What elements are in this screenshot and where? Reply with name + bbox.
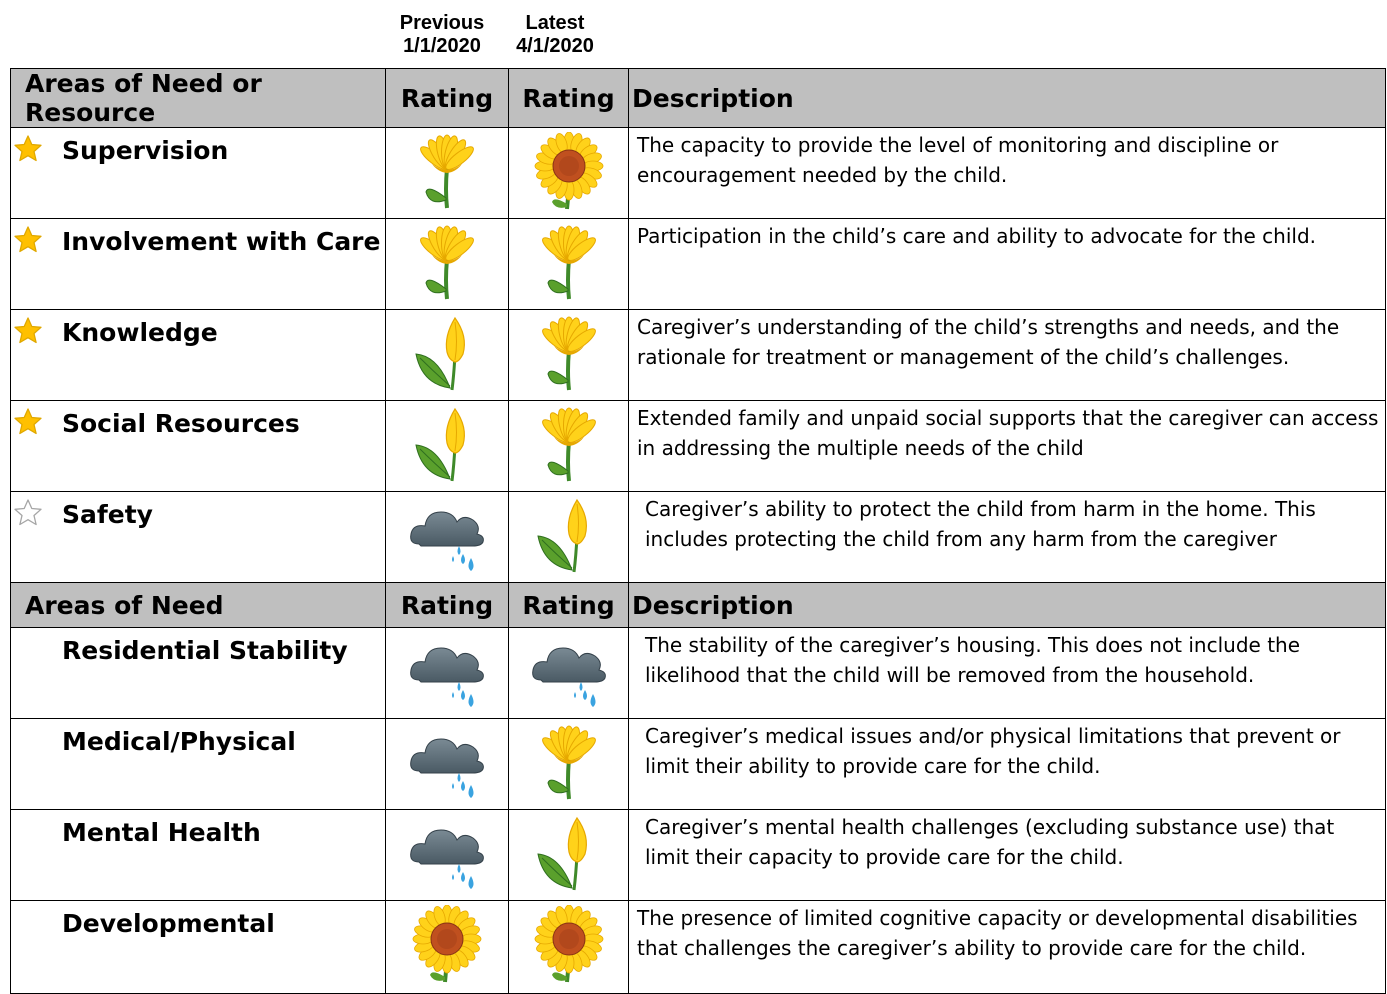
rating-latest-cell [509,901,629,994]
rain-cloud-icon [386,723,508,801]
header-description: Description [629,69,1386,128]
flower-icon [509,314,628,392]
bud-icon [509,496,628,574]
rain-cloud-icon [509,632,628,710]
description-cell: Caregiver’s mental health challenges (excluding substance use) that limit their capacity to provide care for the child. [629,810,1386,901]
table-header-row [11,69,1386,128]
rating-previous-cell [386,492,509,583]
rating-latest-cell [509,628,629,719]
table-row [11,628,1386,719]
description-cell: Caregiver’s ability to protect the child from harm in the home. This includes protecting the child from any harm from the caregiver [629,492,1386,583]
area-label: Residential Stability [62,636,348,665]
table-row [11,810,1386,901]
star-outline-icon [13,498,43,528]
description-cell: The stability of the caregiver’s housing. This does not include the likelihood that the child will be removed from the household. [629,628,1386,719]
area-label: Supervision [62,136,229,165]
flower-icon [509,723,628,801]
flower-icon [386,132,508,210]
rating-latest-cell [509,719,629,810]
star-filled-icon [13,225,43,255]
star-filled-icon [13,316,43,346]
description-cell: Participation in the child’s care and ability to advocate for the child. [629,219,1386,310]
rating-previous-cell [386,401,509,492]
rating-previous-cell [386,628,509,719]
area-label: Social Resources [62,409,300,438]
area-cell [11,810,386,901]
sunflower-icon [509,905,628,983]
sunflower-icon [509,132,628,210]
sunflower-icon [386,905,508,983]
description-cell: Extended family and unpaid social supports that the caregiver can access in addressing the multiple needs of the child [629,401,1386,492]
latest-date: 4/1/2020 [516,35,594,57]
rating-latest-cell [509,401,629,492]
rating-previous-cell [386,219,509,310]
date-header-latest [495,12,615,58]
area-cell [11,128,386,219]
rating-previous-cell [386,719,509,810]
previous-label: Previous [399,12,485,34]
previous-date: 1/1/2020 [403,35,481,57]
table-header-row [11,583,1386,628]
area-cell [11,628,386,719]
area-label: Knowledge [62,318,218,347]
bud-icon [509,814,628,892]
header-rating-latest: Rating [509,69,629,128]
header-area: Areas of Need or Resource [11,69,386,128]
area-cell [11,310,386,401]
table-row [11,719,1386,810]
star-filled-icon [13,134,43,164]
flower-icon [386,223,508,301]
rating-latest-cell [509,310,629,401]
header-area: Areas of Need [11,583,386,628]
header-rating-previous: Rating [386,69,509,128]
table-row [11,310,1386,401]
table-row [11,401,1386,492]
flower-icon [509,223,628,301]
header-rating-previous: Rating [386,583,509,628]
flower-icon [509,405,628,483]
bud-icon [386,405,508,483]
description-cell: The capacity to provide the level of monitoring and discipline or encouragement needed by the child. [629,128,1386,219]
area-label: Medical/Physical [62,727,296,756]
area-label: Involvement with Care [62,227,381,256]
rating-previous-cell [386,128,509,219]
star-filled-icon [13,407,43,437]
area-cell [11,719,386,810]
rain-cloud-icon [386,814,508,892]
rating-latest-cell [509,492,629,583]
rating-previous-cell [386,310,509,401]
table-row [11,901,1386,994]
table-row [11,492,1386,583]
header-description: Description [629,583,1386,628]
table-row [11,128,1386,219]
table-row [11,219,1386,310]
rating-latest-cell [509,810,629,901]
header-rating-latest: Rating [509,583,629,628]
area-cell [11,219,386,310]
rain-cloud-icon [386,632,508,710]
latest-label: Latest [525,12,585,34]
area-cell [11,492,386,583]
rain-cloud-icon [386,496,508,574]
rating-previous-cell [386,810,509,901]
area-label: Mental Health [62,818,261,847]
bud-icon [386,314,508,392]
area-cell [11,401,386,492]
rating-previous-cell [386,901,509,994]
description-cell: The presence of limited cognitive capacity or developmental disabilities that challenges the caregiver’s ability to provide care for the child. [629,901,1386,994]
description-cell: Caregiver’s understanding of the child’s strengths and needs, and the rationale for treatment or management of the child’s challenges. [629,310,1386,401]
rating-latest-cell [509,128,629,219]
rating-latest-cell [509,219,629,310]
area-cell [11,901,386,994]
description-cell: Caregiver’s medical issues and/or physical limitations that prevent or limit their ability to provide care for the child. [629,719,1386,810]
area-label: Safety [62,500,153,529]
area-label: Developmental [62,909,275,938]
rating-table [10,68,1386,994]
date-header-previous [382,12,502,58]
